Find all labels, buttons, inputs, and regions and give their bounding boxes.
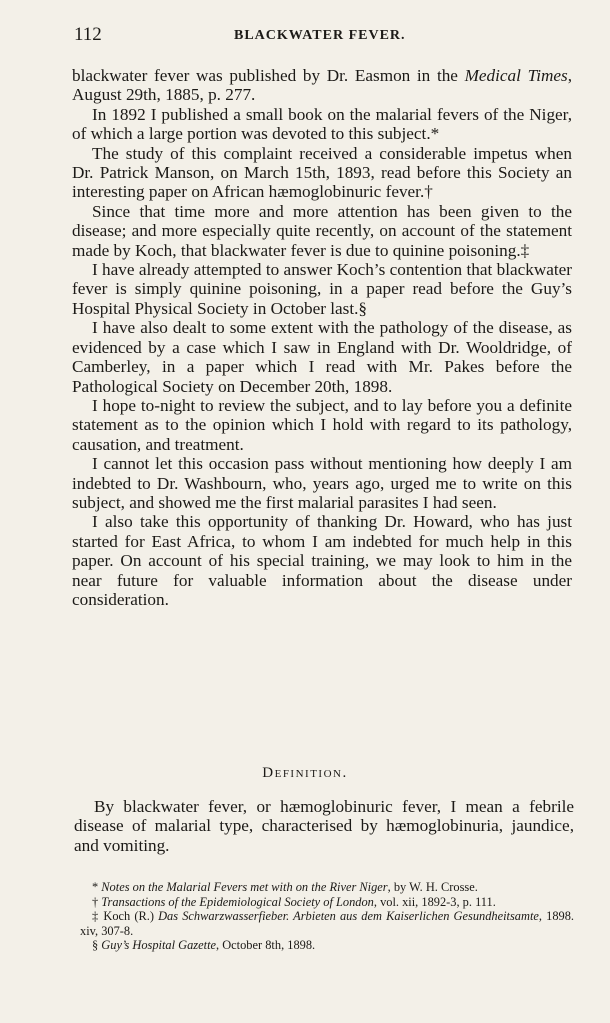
paragraph: I cannot let this occasion pass without mentioning how deeply I am indebted to Dr. Washbourn, who, years ago, urged me to write on this subject, and showed me the first malarial parasites I had seen. bbox=[72, 454, 572, 512]
paragraph-text: blackwater fever was published by Dr. Easmon in the bbox=[72, 66, 465, 85]
footnote-text: Koch (R.) bbox=[103, 909, 159, 924]
footnote bbox=[80, 938, 574, 953]
paragraph: Since that time more and more attention has been given to the disease; and more especially quite recently, on account of the statement made by Koch, that blackwater fever is due to quinine poisoning.‡ bbox=[72, 201, 572, 260]
footnote bbox=[80, 909, 574, 938]
footnote-mark: † bbox=[92, 894, 102, 909]
body-text bbox=[72, 66, 572, 609]
paragraph: I have also dealt to some extent with the pathology of the disease, as evidenced by a case which I saw in England with Dr. Wooldridge, of Camberley, in a paper which I read with Mr. Pakes before the Pathological Society on December 20th, 1898. bbox=[72, 318, 572, 396]
footnote-mark: § bbox=[92, 938, 102, 953]
running-head: BLACKWATER FEVER. bbox=[234, 28, 406, 43]
paragraph-text: , August 29th, 1885, p. 277. bbox=[72, 66, 572, 105]
footnote-text: , by W. H. Crosse. bbox=[387, 880, 478, 894]
footnote-mark: ‡ bbox=[92, 909, 104, 924]
paragraph: In 1892 I published a small book on the malarial fevers of the Niger, of which a large portion was devoted to this subject.* bbox=[72, 104, 572, 144]
footnote bbox=[80, 880, 574, 895]
definition-paragraph: By blackwater fever, or hæmoglobinuric fever, I mean a febrile disease of malarial type, characterised by hæmoglobinuria, jaundice, and vomiting. bbox=[74, 797, 574, 855]
footnote-title: Notes on the Malarial Fevers met with on the River Niger bbox=[101, 880, 388, 894]
footnote bbox=[80, 895, 574, 910]
section-heading: Definition. bbox=[262, 765, 348, 781]
paragraph: The study of this complaint received a considerable impetus when Dr. Patrick Manson, on March 15th, 1893, read before this Society an interesting paper on African hæmoglobinuric fever.† bbox=[72, 143, 572, 202]
footnote-text: , October 8th, 1898. bbox=[216, 938, 316, 953]
journal-title: Medical Times bbox=[464, 66, 568, 85]
footnote-mark: * bbox=[92, 880, 102, 894]
paragraph: I have already attempted to answer Koch’s contention that blackwater fever is simply quinine poisoning, in a paper read before the Guy’s Hospital Physical Society in October last.§ bbox=[72, 260, 572, 318]
paragraph: I also take this opportunity of thanking Dr. Howard, who has just started for East Africa, to whom I am indebted for much help in this paper. On account of his special training, we may look to him in the near future for valuable information about the disease under consideration. bbox=[72, 512, 572, 609]
footnote-title: Transactions of the Epidemiological Society of London bbox=[101, 894, 374, 909]
footnote-text: , 1898. xiv, 307-8. bbox=[80, 909, 575, 938]
page-header bbox=[74, 24, 574, 48]
page-number: 112 bbox=[74, 24, 102, 45]
paragraph bbox=[72, 66, 572, 105]
paragraph: I hope to-night to review the subject, and to lay before you a definite statement as to the opinion which I hold with regard to its pathology, causation, and treatment. bbox=[72, 395, 572, 454]
footnotes bbox=[80, 880, 574, 953]
footnote-text: , vol. xii, 1892-3, p. 111. bbox=[373, 894, 496, 909]
footnote-title: Guy’s Hospital Gazette bbox=[101, 938, 217, 953]
footnote-title: Das Schwarzwasserfieber. Arbieten aus dem Kaiserlichen Gesundheitsamte bbox=[158, 909, 539, 924]
definition-block bbox=[74, 797, 574, 855]
